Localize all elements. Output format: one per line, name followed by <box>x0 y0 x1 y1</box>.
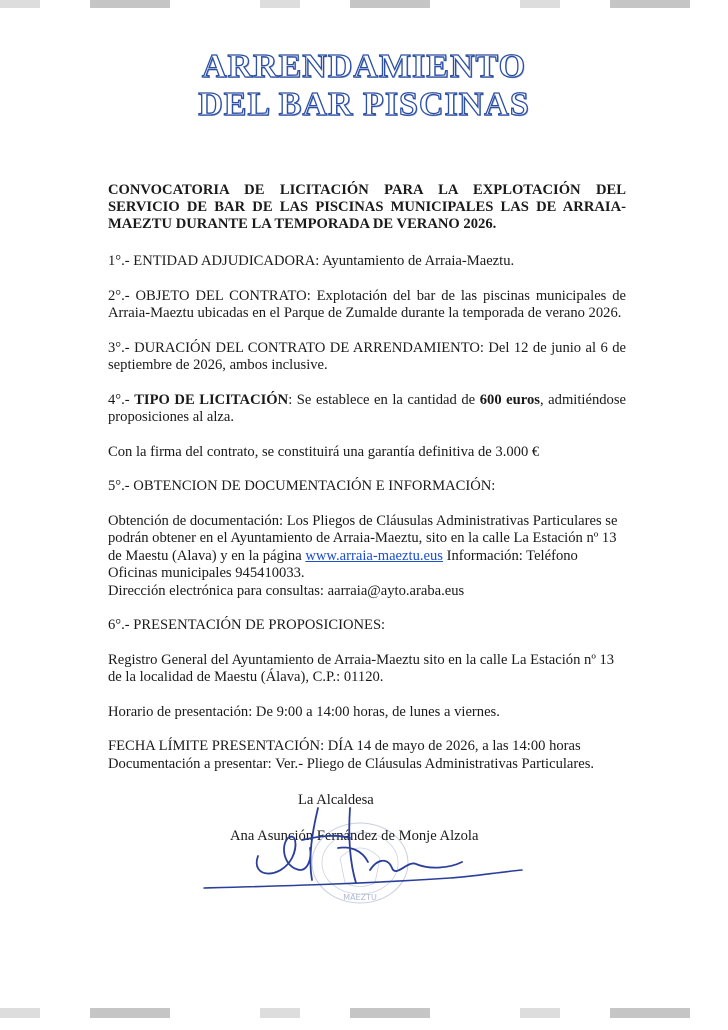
deadline-text: FECHA LÍMITE PRESENTACIÓN: DÍA 14 de mayo de 2026, a las 14:00 horas <box>108 738 581 754</box>
section-4-prefix: 4°.- <box>108 391 135 408</box>
section-6-heading: 6°.- PRESENTACIÓN DE PROPOSICIONES: <box>108 617 386 633</box>
handwritten-signature-icon <box>200 788 530 898</box>
section-2-object: 2°.- OBJETO DEL CONTRATO: Explotación del bar de las piscinas municipales de Arraia-Maeztu ubicadas en el Parque de Zumalde durante la temporada de verano 2026. <box>108 287 626 321</box>
section-5-body-1: Obtención de documentación: Los Pliegos de Cláusulas Administrativas Particulares se podrán obtener en el Ayuntamiento de Arraia-Maeztu, sito en la calle La Estación nº 13 de Maestu (Alava) y en la página <box>108 512 618 564</box>
section-3-duration: 3°.- DURACIÓN DEL CONTRATO DE ARRENDAMIENTO: Del 12 de junio al 6 de septiembre de 2026, ambos inclusive. <box>108 339 626 373</box>
scan-artifact-top <box>0 0 728 8</box>
title-line-2: DEL BAR PISCINAS <box>198 86 530 123</box>
document-title <box>0 48 728 124</box>
scan-artifact-bottom <box>0 1008 728 1018</box>
website-link[interactable]: www.arraia-maeztu.eus <box>305 547 443 564</box>
section-4-label: TIPO DE LICITACIÓN <box>134 391 289 408</box>
section-6-body: Registro General del Ayuntamiento de Arraia-Maeztu sito en la calle La Estación nº 13 de la localidad de Maestu (Álava), C.P.: 01120. <box>108 651 615 685</box>
document-body <box>108 182 626 790</box>
signature-block <box>200 788 530 902</box>
section-4-tender-type <box>108 392 626 427</box>
seal-text: MAEZTU <box>343 893 377 902</box>
section-4-text-1: : Se establece en la cantidad de <box>288 391 480 408</box>
guarantee-text: Con la firma del contrato, se constituirá una garantía definitiva de 3.000 € <box>108 443 540 460</box>
signatory-name: Ana Asunción Fernández de Monje Alzola <box>230 828 479 844</box>
section-1-entity: 1°.- ENTIDAD ADJUDICADORA: Ayuntamiento de Arraia-Maeztu. <box>108 253 515 269</box>
section-4-amount: 600 euros <box>479 391 540 408</box>
section-4-text-2: , admitiéndose proposiciones al alza. <box>108 391 626 425</box>
submission-hours: Horario de presentación: De 9:00 a 14:00 horas, de lunes a viernes. <box>108 703 500 720</box>
contact-email: Dirección electrónica para consultas: aarraia@ayto.araba.eus <box>108 582 465 599</box>
section-5-heading: 5°.- OBTENCION DE DOCUMENTACIÓN E INFORMACIÓN: <box>108 478 496 494</box>
deadline-block <box>108 738 626 773</box>
announcement-heading: CONVOCATORIA DE LICITACIÓN PARA LA EXPLOTACIÓN DEL SERVICIO DE BAR DE LAS PISCINAS MUNICIPALES LAS DE ARRAIA-MAEZTU DURANTE LA TEMPORADA DE VERANO 2026. <box>108 182 626 232</box>
section-5-body <box>108 513 626 601</box>
section-5-body-2: Información: Teléfono Oficinas municipales 945410033. <box>108 547 578 581</box>
title-line-1: ARRENDAMIENTO <box>201 48 527 85</box>
documents-required: Documentación a presentar: Ver.- Pliego de Cláusulas Administrativas Particulares. <box>108 755 595 772</box>
signatory-title: La Alcaldesa <box>298 792 374 808</box>
